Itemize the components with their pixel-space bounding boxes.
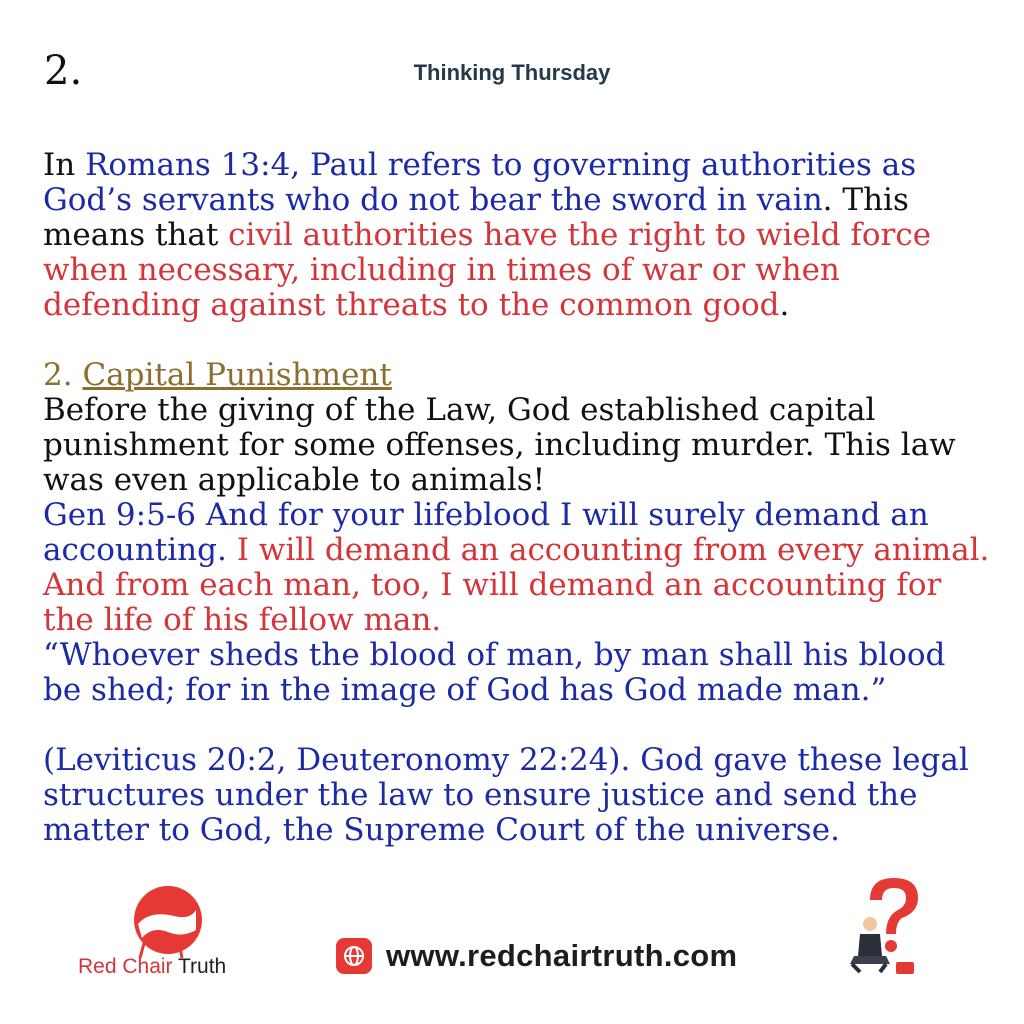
genesis-verse [43, 498, 993, 638]
page-number: 2. [44, 48, 83, 94]
paragraph-romans [43, 148, 993, 323]
brand-word-dark: Truth [172, 955, 227, 978]
period: . [822, 182, 833, 218]
brand-logo-text [78, 955, 226, 979]
section-title: Capital Punishment [82, 357, 392, 393]
website-url: www.redchairtruth.com [386, 938, 738, 973]
thinking-man-question-mark-icon [840, 872, 930, 982]
globe-icon [336, 938, 372, 974]
website-link[interactable] [336, 938, 737, 974]
paragraph-capital-punishment: Before the giving of the Law, God established capital punishment for some offenses, including murder. This law was even applicable to animals! [43, 392, 956, 498]
period-end: . [779, 287, 790, 323]
verse-part-2: I will demand an accounting from every animal. And from each man, too, I will demand an accounting for the life of his fellow man. [43, 532, 990, 638]
paragraph-leviticus: (Leviticus 20:2, Deuteronomy 22:24). God gave these legal structures under the law to ensure justice and send the matter to God, the Supreme Court of the universe. [43, 742, 969, 848]
page-title: Thinking Thursday [413, 60, 611, 85]
section-heading [43, 358, 993, 393]
article-body [43, 148, 993, 848]
scripture-reference: Romans 13:4, Paul refers to governing authorities as God’s servants who do not bear the sword in vain [43, 147, 917, 218]
intro-text: In [43, 147, 86, 183]
section-number: 2. [43, 357, 83, 393]
verse-quote: “Whoever sheds the blood of man, by man shall his blood be shed; for in the image of God has God made man.” [43, 637, 946, 708]
lead-text: This means that [43, 182, 909, 253]
highlight-claim: civil authorities have the right to wield force when necessary, including in times of war or when defending against threats to the common good [43, 217, 932, 323]
brand-word-red: Red Chair [78, 955, 173, 978]
verse-part-1: Gen 9:5-6 And for your lifeblood I will surely demand an accounting. [43, 497, 929, 568]
